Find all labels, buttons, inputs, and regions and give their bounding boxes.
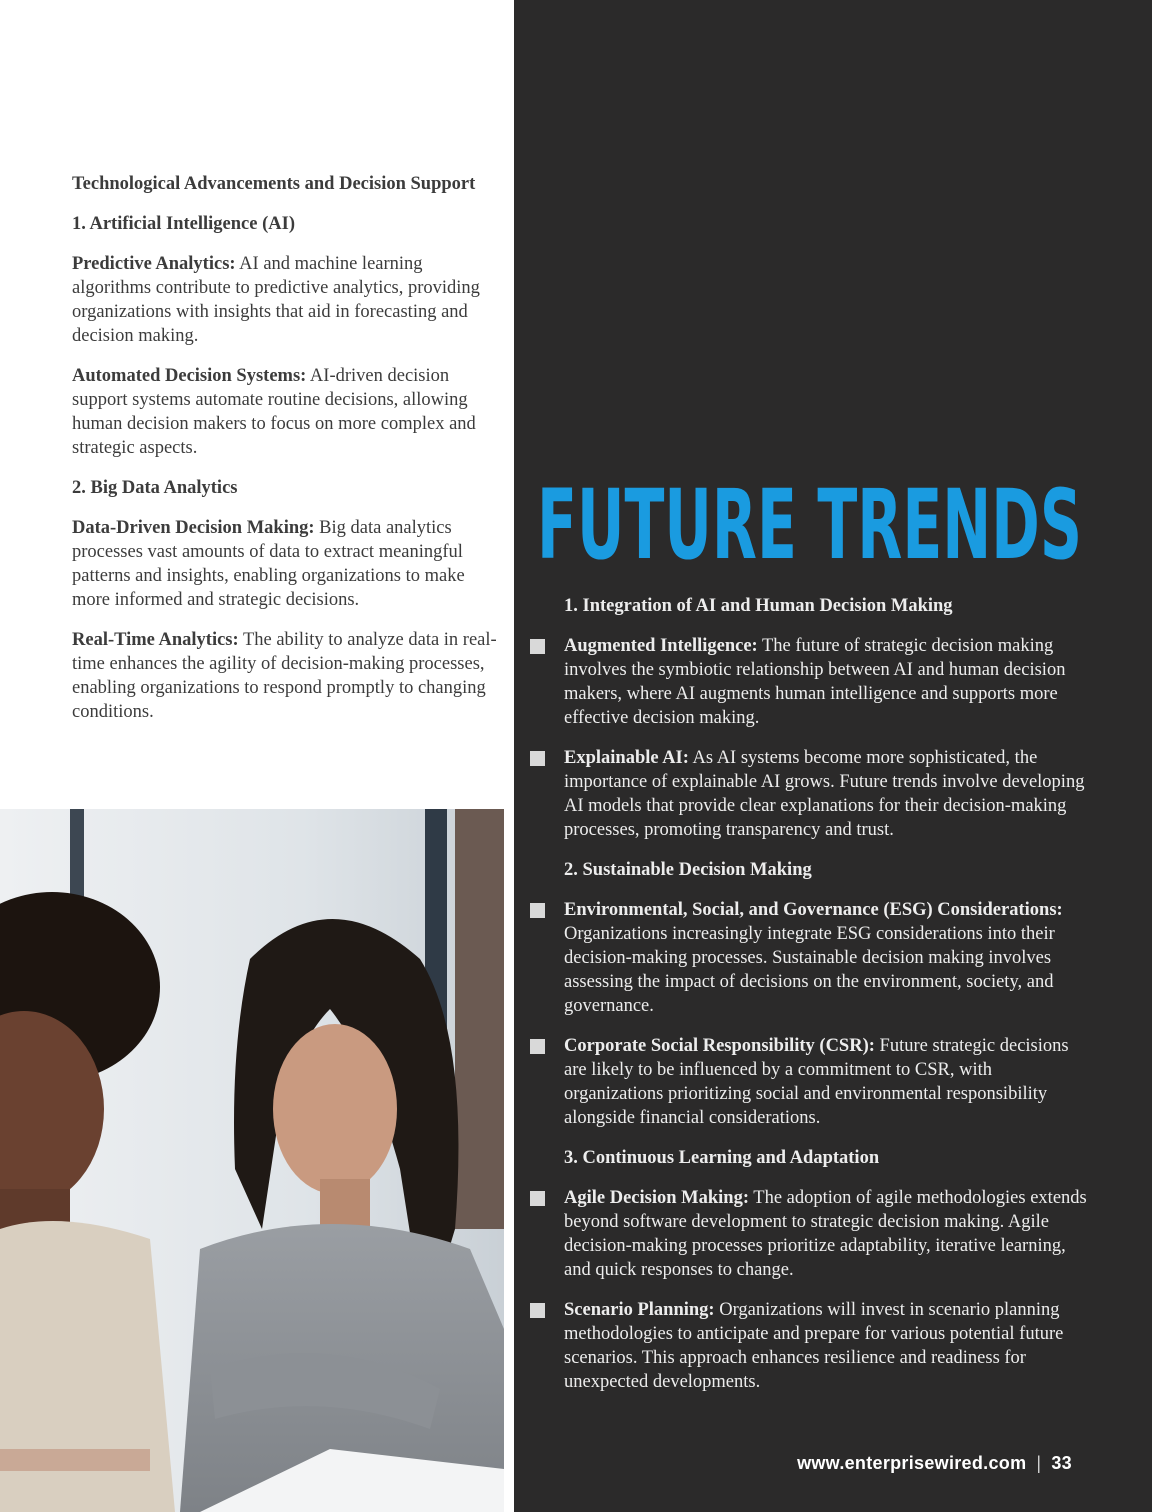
list-item — [564, 898, 1089, 1018]
list-item — [564, 634, 1089, 730]
subsection-title-big-data: 2. Big Data Analytics — [72, 478, 238, 498]
bullet-square-icon — [530, 1191, 545, 1206]
term-label: Augmented Intelligence: — [564, 636, 758, 656]
left-article-column — [72, 172, 497, 740]
subsection-title-ai: 1. Artificial Intelligence (AI) — [72, 214, 295, 234]
right-article-column — [564, 594, 1089, 1410]
term-label: Automated Decision Systems: — [72, 366, 307, 386]
website-url: www.enterprisewired.com — [797, 1453, 1027, 1473]
paragraph-data-driven — [72, 516, 497, 612]
item-text: The adoption of agile methodologies extends beyond software development to strategic decision making. Agile decision-making processes prioritize adaptability, iterative learning, and quick responses to change. — [564, 1188, 1087, 1280]
subsection-title-continuous-learning: 3. Continuous Learning and Adaptation — [564, 1148, 880, 1168]
term-label: Data-Driven Decision Making: — [72, 518, 315, 538]
list-item — [564, 1186, 1089, 1282]
item-text: Organizations increasingly integrate ESG considerations into their decision-making processes. Sustainable decision making involves assessing the impact of decisions on the environment, society, and governance. — [564, 924, 1055, 1016]
paragraph-text: AI and machine learning algorithms contribute to predictive analytics, providing organizations with insights that aid in forecasting and decision making. — [72, 254, 480, 346]
footer-separator: | — [1036, 1453, 1042, 1473]
bullet-square-icon — [530, 639, 545, 654]
subsection-title-integration: 1. Integration of AI and Human Decision Making — [564, 596, 953, 616]
paragraph-real-time-analytics — [72, 628, 497, 724]
term-label: Real-Time Analytics: — [72, 630, 239, 650]
paragraph-automated-decision-systems — [72, 364, 497, 460]
list-item — [564, 746, 1089, 842]
section-heading: Technological Advancements and Decision Support — [72, 174, 476, 194]
paragraph-text: Big data analytics processes vast amounts of data to extract meaningful patterns and insights, enabling organizations to make more informed and strategic decisions. — [72, 518, 465, 610]
bullet-square-icon — [530, 903, 545, 918]
bullet-square-icon — [530, 751, 545, 766]
term-label: Environmental, Social, and Governance (ESG) Considerations: — [564, 900, 1063, 920]
term-label: Agile Decision Making: — [564, 1188, 749, 1208]
paragraph-predictive-analytics — [72, 252, 497, 348]
list-item — [564, 1034, 1089, 1130]
term-label: Predictive Analytics: — [72, 254, 236, 274]
photo-two-women — [0, 809, 504, 1512]
list-item — [564, 1298, 1089, 1394]
page-footer — [797, 1453, 1072, 1474]
bullet-square-icon — [530, 1039, 545, 1054]
item-text: As AI systems become more sophisticated, the importance of explainable AI grows. Future trends involve developing AI models that provide clear explanations for their decision-making processes, promoting transparency and trust. — [564, 748, 1085, 840]
paragraph-text: The ability to analyze data in real-time enhances the agility of decision-making processes, enabling organizations to respond promptly to changing conditions. — [72, 630, 497, 722]
subsection-title-sustainable: 2. Sustainable Decision Making — [564, 860, 812, 880]
page-number: 33 — [1051, 1453, 1072, 1473]
term-label: Explainable AI: — [564, 748, 689, 768]
term-label: Corporate Social Responsibility (CSR): — [564, 1036, 875, 1056]
page-title — [537, 468, 1097, 568]
page-title-text: FUTURE TRENDS — [537, 469, 1082, 568]
item-text: The future of strategic decision making involves the symbiotic relationship between AI and human decision makers, where AI augments human intelligence and supports more effective decision making. — [564, 636, 1066, 728]
item-text: Future strategic decisions are likely to be influenced by a commitment to CSR, with organizations prioritizing social and environmental responsibility alongside financial considerations. — [564, 1036, 1069, 1128]
item-text: Organizations will invest in scenario planning methodologies to anticipate and prepare for various potential future scenarios. This approach enhances resilience and readiness for unexpected developments. — [564, 1300, 1064, 1392]
paragraph-text: AI-driven decision support systems automate routine decisions, allowing human decision makers to focus on more complex and strategic aspects. — [72, 366, 476, 458]
term-label: Scenario Planning: — [564, 1300, 715, 1320]
bullet-square-icon — [530, 1303, 545, 1318]
